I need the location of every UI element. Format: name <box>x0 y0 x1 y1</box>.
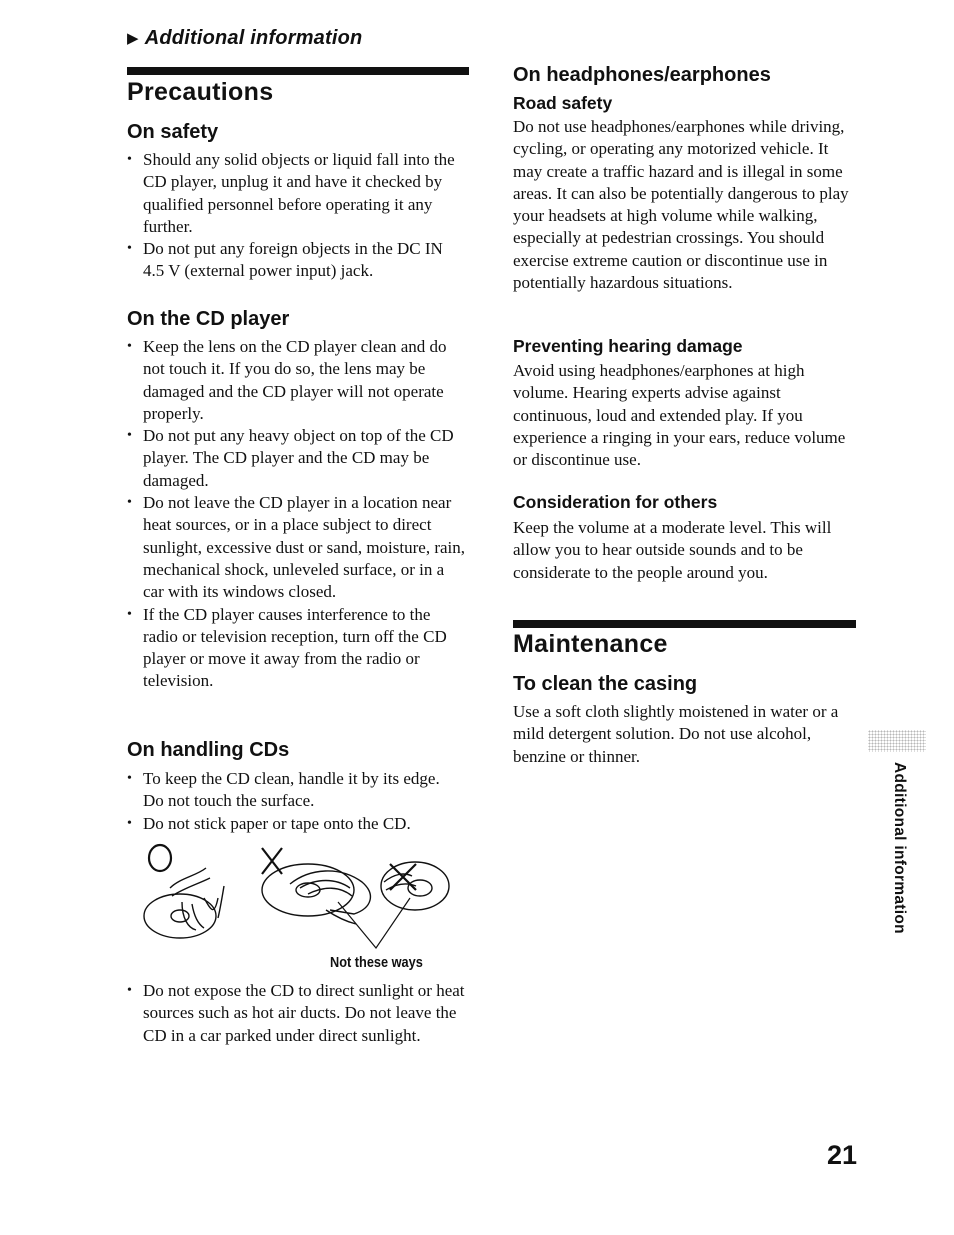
consideration-text: Keep the volume at a moderate level. This will allow you to hear outside sounds and to be considerate to the people around you. <box>513 518 832 582</box>
list-item: • Do not expose the CD to direct sunlight or heat sources such as hot air ducts. Do not leave the CD in a car parked under direct sunlight. <box>127 980 467 1047</box>
on-handling-cds-heading: On handling CDs <box>127 739 290 761</box>
correct-mark-icon <box>149 845 171 871</box>
list-item: • Keep the lens on the CD player clean and do not touch it. If you do so, the lens may be damaged and the CD player will not operate properly. <box>127 336 467 425</box>
hearing-damage-text: Avoid using headphones/earphones at high volume. Hearing experts advise against continuous, loud and extended play. If you experience a ringing in your ears, reduce volume or discontinue use. <box>513 361 846 470</box>
list-item: • If the CD player causes interference to the radio or television reception, turn off the CD player or move it away from the radio or television. <box>127 604 467 693</box>
headphones-heading: On headphones/earphones <box>513 64 771 86</box>
side-tab-marker <box>868 730 926 752</box>
right-triangle-icon: ▶ <box>127 30 139 47</box>
page-number: 21 <box>827 1140 858 1170</box>
precautions-title: Precautions <box>127 78 274 106</box>
list-item: • Do not leave the CD player in a location near heat sources, or in a place subject to direct sunlight, excessive dust or sand, moisture, rain, mechanical shock, unleveled surface, or in a car with its windows closed. <box>127 492 467 603</box>
on-cd-player-heading: On the CD player <box>127 308 290 330</box>
hand-touching-surface-icon <box>262 864 370 924</box>
maintenance-rule <box>513 620 856 628</box>
clean-casing-text: Use a soft cloth slightly moistened in water or a mild detergent solution. Do not use alcohol, benzine or thinner. <box>513 702 839 766</box>
precautions-rule <box>127 67 469 75</box>
consideration-heading: Consideration for others <box>513 492 718 512</box>
section-label <box>127 27 362 50</box>
finger-on-disc-icon <box>381 862 449 910</box>
list-item: • Do not stick paper or tape onto the CD. <box>127 813 457 835</box>
on-safety-list <box>127 149 467 283</box>
list-item: • Should any solid objects or liquid fall into the CD player, unplug it and have it checked by qualified personnel before operating it any further. <box>127 149 467 238</box>
on-handling-cds-list-after <box>127 980 467 1047</box>
road-safety-text: Do not use headphones/earphones while driving, cycling, or operating any motorized vehicle. It may create a traffic hazard and is illegal in some areas. It can also be potentially dangerous to play your headsets at high volume while walking, especially at pedestrian crossings. You should exercise extreme caution or discontinue use in potentially hazardous situations. <box>513 117 849 293</box>
hand-holding-cd-edge-icon <box>144 868 224 938</box>
side-tab-label: Additional information <box>891 762 908 934</box>
list-item: • Do not put any foreign objects in the DC IN 4.5 V (external power input) jack. <box>127 238 467 283</box>
hearing-damage-heading: Preventing hearing damage <box>513 336 743 356</box>
on-safety-heading: On safety <box>127 121 219 143</box>
figure-caption: Not these ways <box>330 954 423 971</box>
cd-handling-illustration <box>140 838 460 953</box>
clean-casing-heading: To clean the casing <box>513 673 698 695</box>
list-item: • To keep the CD clean, handle it by its edge. Do not touch the surface. <box>127 768 457 813</box>
on-handling-cds-list <box>127 768 457 835</box>
list-item: • Do not put any heavy object on top of the CD player. The CD player and the CD may be damaged. <box>127 425 467 492</box>
caption-pointer <box>338 898 410 948</box>
maintenance-title: Maintenance <box>513 630 668 658</box>
road-safety-heading: Road safety <box>513 93 613 113</box>
on-cd-player-list <box>127 336 467 693</box>
section-label-text: Additional information <box>144 27 363 49</box>
